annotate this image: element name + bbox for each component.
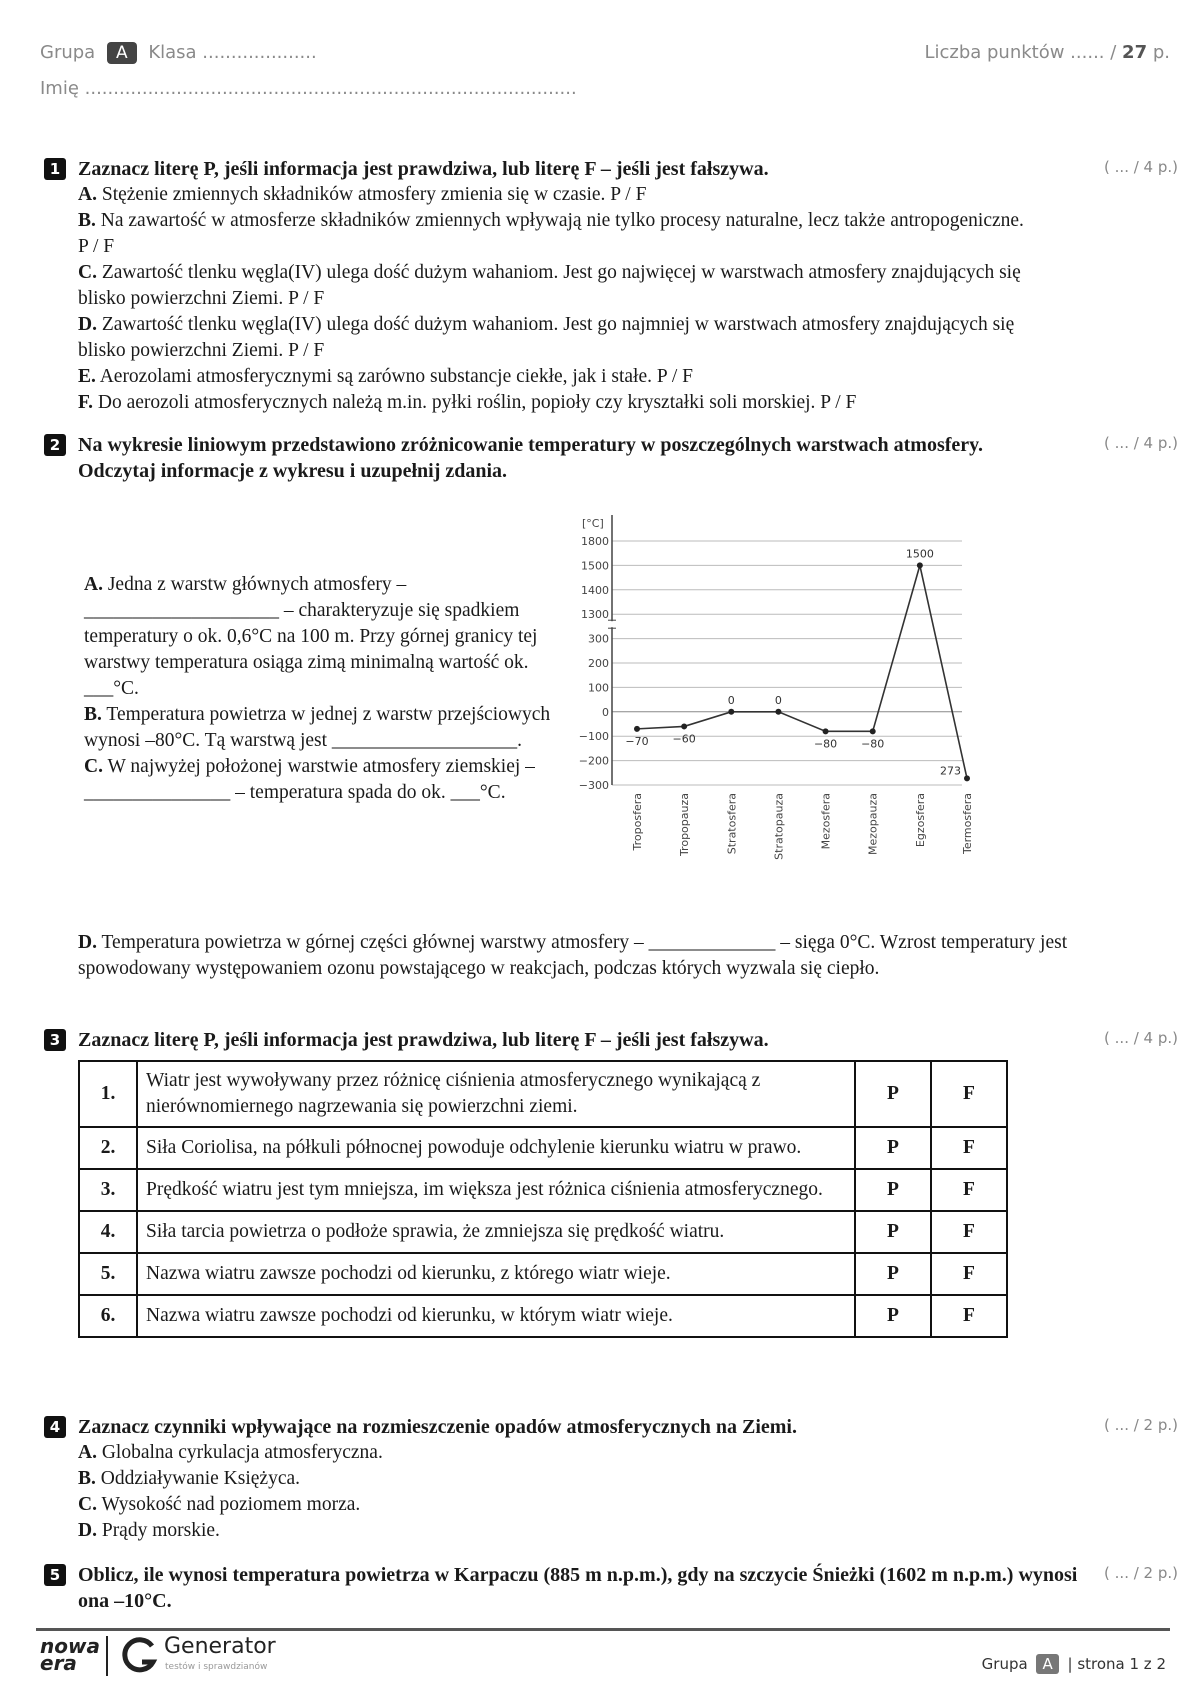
data-label: −80 [813, 737, 838, 751]
y-tick-label: −100 [578, 730, 609, 744]
list-item[interactable]: A. Stężenie zmiennych składników atmosfery zmienia się w czasie. P / F [78, 184, 647, 205]
fill-in-sentence[interactable]: C. W najwyżej położonej warstwie atmosfery ziemskiej – _______________ – temperatura spada do ok. ___°C. [84, 756, 535, 803]
list-item[interactable]: B. Na zawartość w atmosferze składników zmiennych wpływają nie tylko procesy naturalne, lecz także antropogeniczne. P / F [78, 210, 1024, 257]
task-number: 2 [44, 434, 66, 456]
task-4-items [78, 1440, 978, 1544]
data-label: 0 [774, 693, 782, 707]
false-option[interactable]: F [931, 1211, 1007, 1253]
task-points: ( ... / 4 p.) [1104, 158, 1178, 176]
list-item[interactable]: D. Zawartość tlenku węgla(IV) ulega dość dużym wahaniom. Jest go najmniej w warstwach atmosfery znajdujących się blisko powierzchni Ziemi. P / F [78, 314, 1015, 361]
y-tick-label: −300 [578, 779, 609, 792]
table-row [79, 1127, 1007, 1169]
x-category-label: Egzosfera [913, 793, 927, 848]
x-category-label: Termosfera [961, 793, 974, 855]
list-item[interactable]: F. Do aerozoli atmosferycznych należą m.in. pyłki roślin, popioły czy kryształki soli morskiej. P / F [78, 392, 857, 413]
data-point [775, 709, 781, 715]
data-point [681, 723, 687, 729]
footer-divider [36, 1628, 1170, 1631]
statement-cell: Nazwa wiatru zawsze pochodzi od kierunku, z którego wiatr wieje. [137, 1253, 855, 1295]
row-number: 3. [79, 1169, 137, 1211]
points-suffix: p. [1152, 42, 1170, 63]
row-number: 6. [79, 1295, 137, 1337]
true-option[interactable]: P [855, 1295, 931, 1337]
data-label: 0 [727, 693, 735, 707]
y-tick-label: 200 [588, 657, 609, 670]
fill-in-sentence[interactable]: D. Temperatura powietrza w górnej części głównej warstwy atmosfery – _____________ – sięga 0°C. Wzrost temperatury jest spowodowany występowaniem ozonu powstającego w reakcjach, podczas których wyzwala się ciepło. [78, 932, 1068, 979]
list-item[interactable]: E. Aerozolami atmosferycznymi są zarówno substancje ciekłe, jak i stałe. P / F [78, 366, 694, 387]
footer-page-info [982, 1654, 1166, 1674]
false-option[interactable]: F [931, 1295, 1007, 1337]
class-field[interactable]: Klasa .................... [148, 42, 317, 63]
y-axis-label: [°C] [582, 517, 604, 530]
task-1-items [78, 182, 1038, 416]
data-label: 1500 [905, 547, 934, 561]
task-points: ( ... / 2 p.) [1104, 1564, 1178, 1582]
y-tick-label: 0 [602, 705, 609, 719]
temperature-chart [578, 515, 1060, 915]
generator-logo-subtitle: testów i sprawdzianów [165, 1662, 268, 1672]
statement-cell: Prędkość wiatru jest tym mniejsza, im większa jest różnica ciśnienia atmosferycznego. [137, 1169, 855, 1211]
group-label: Grupa [40, 42, 96, 63]
false-option[interactable]: F [931, 1169, 1007, 1211]
task-points: ( ... / 2 p.) [1104, 1416, 1178, 1434]
task-2-sentences [84, 572, 582, 806]
task-question: Zaznacz literę P, jeśli informacja jest prawdziwa, lub literę F – jeśli jest fałszywa. [78, 1029, 769, 1051]
x-category-label: Tropopauza [678, 793, 692, 857]
table-row [79, 1169, 1007, 1211]
true-option[interactable]: P [855, 1169, 931, 1211]
list-item[interactable]: A. Globalna cyrkulacja atmosferyczna. [78, 1442, 383, 1463]
true-false-table [78, 1060, 1008, 1338]
y-tick-label: 300 [588, 632, 609, 646]
task-question: Na wykresie liniowym przedstawiono zróżnicowanie temperatury w poszczególnych warstwach atmosfery. Odczytaj informacje z wykresu i uzupełnij zdania. [78, 434, 984, 482]
footer-group-badge: A [1036, 1654, 1058, 1674]
y-tick-label: 1500 [581, 559, 609, 573]
x-category-label: Mezosfera [819, 793, 833, 850]
true-option[interactable]: P [855, 1211, 931, 1253]
data-point [917, 562, 923, 568]
true-option[interactable]: P [855, 1127, 931, 1169]
fill-in-sentence[interactable]: A. Jedna z warstw głównych atmosfery – ____________________ – charakteryzuje się spadkiem temperatury o ok. 0,6°C na 100 m. Przy górnej granicy tej warstwy temperatura osiąga zimą minimalną wartość ok. ___°C. [84, 574, 538, 699]
statement-cell: Wiatr jest wywoływany przez różnicę ciśnienia atmosferycznego wynikającą z nierównomiernego nagrzewania się powierzchni ziemi. [137, 1061, 855, 1127]
axis-break [609, 621, 615, 627]
points-total: 27 [1122, 42, 1148, 63]
x-category-label: Mezopauza [866, 793, 880, 855]
row-number: 4. [79, 1211, 137, 1253]
data-point [728, 709, 734, 715]
x-category-label: Stratopauza [772, 793, 786, 860]
y-tick-label: −200 [578, 754, 609, 768]
x-category-label: Stratosfera [725, 793, 739, 855]
false-option[interactable]: F [931, 1127, 1007, 1169]
data-point [870, 728, 876, 734]
generator-logo-text: Generator [164, 1634, 276, 1659]
header-left [40, 42, 317, 64]
row-number: 2. [79, 1127, 137, 1169]
footer-group-label: Grupa [981, 1655, 1028, 1673]
points-prefix: Liczba punktów ...... / [924, 42, 1117, 63]
statement-cell: Nazwa wiatru zawsze pochodzi od kierunku, w którym wiatr wieje. [137, 1295, 855, 1337]
data-label: −70 [625, 734, 649, 748]
table-row [79, 1061, 1007, 1127]
task-number: 1 [44, 158, 66, 180]
task-points: ( ... / 4 p.) [1104, 434, 1178, 452]
logo-divider [106, 1636, 108, 1676]
y-tick-label: 1300 [581, 608, 609, 622]
list-item[interactable]: B. Oddziaływanie Księżyca. [78, 1468, 301, 1489]
task-question: Oblicz, ile wynosi temperatura powietrza w Karpaczu (885 m n.p.m.), gdy na szczycie Śnieżki (1602 m n.p.m.) wynosi ona –10°C. [78, 1564, 1078, 1612]
table-row [79, 1295, 1007, 1337]
group-badge: A [107, 42, 137, 64]
data-point [823, 728, 829, 734]
true-option[interactable]: P [855, 1253, 931, 1295]
false-option[interactable]: F [931, 1061, 1007, 1127]
row-number: 5. [79, 1253, 137, 1295]
points-summary [924, 42, 1170, 63]
generator-logo-icon [120, 1636, 160, 1676]
data-label: 273 [940, 764, 961, 778]
data-point [964, 775, 970, 781]
data-point [634, 726, 640, 732]
fill-in-sentence[interactable]: B. Temperatura powietrza w jednej z warstw przejściowych wynosi –80°C. Tą warstwą jest ___________________. [84, 704, 551, 751]
data-label: −80 [861, 737, 885, 751]
task-question: Zaznacz czynniki wpływające na rozmieszczenie opadów atmosferycznych na Ziemi. [78, 1416, 797, 1438]
task-points: ( ... / 4 p.) [1104, 1029, 1178, 1047]
false-option[interactable]: F [931, 1253, 1007, 1295]
y-tick-label: 1800 [581, 535, 609, 548]
list-item[interactable]: D. Prądy morskie. [78, 1520, 220, 1541]
task-question: Zaznacz literę P, jeśli informacja jest prawdziwa, lub literę F – jeśli jest fałszywa. [78, 158, 769, 180]
table-row [79, 1253, 1007, 1295]
name-field[interactable]: Imię ...................................................................................... [40, 78, 577, 99]
data-label: −60 [672, 732, 696, 746]
y-tick-label: 100 [588, 681, 609, 695]
page-number: | strona 1 z 2 [1067, 1655, 1166, 1673]
statement-cell: Siła tarcia powietrza o podłoże sprawia, że zmniejsza się prędkość wiatru. [137, 1211, 855, 1253]
statement-cell: Siła Coriolisa, na półkuli północnej powoduje odchylenie kierunku wiatru w prawo. [137, 1127, 855, 1169]
task-number: 5 [44, 1564, 66, 1586]
x-category-label: Troposfera [631, 793, 644, 851]
row-number: 1. [79, 1061, 137, 1127]
y-tick-label: 1400 [581, 583, 609, 597]
task-number: 3 [44, 1029, 66, 1051]
table-row [79, 1211, 1007, 1253]
true-option[interactable]: P [855, 1061, 931, 1127]
task-number: 4 [44, 1416, 66, 1438]
nowa-era-logo: nowa era [40, 1634, 100, 1675]
list-item[interactable]: C. Zawartość tlenku węgla(IV) ulega dość dużym wahaniom. Jest go najwięcej w warstwach atmosfery znajdujących się blisko powierzchni Ziemi. P / F [78, 262, 1021, 309]
series-line [637, 565, 967, 778]
list-item[interactable]: C. Wysokość nad poziomem morza. [78, 1494, 361, 1515]
